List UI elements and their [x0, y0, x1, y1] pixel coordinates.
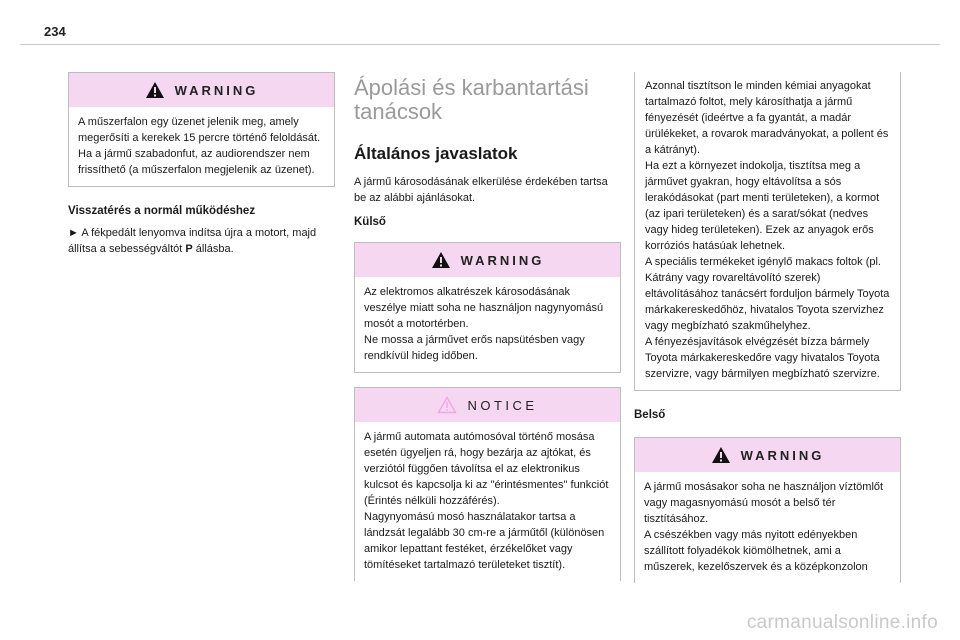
page-title: Ápolási és karbantartási tanácsok: [354, 75, 589, 124]
warning-text: A jármű mosásakor soha ne használjon víztömlőt vagy magasnyomású mosót a belső tér tisztításához. A csészékben vagy más nyitott edényekben szállított folyadékok kiömölhetnek, ami a műszerek, kezelőszervek és a középkonzolon: [644, 481, 884, 573]
notice-triangle-icon: [437, 396, 457, 414]
warning-triangle-icon: [431, 251, 451, 269]
notice-header: [355, 388, 620, 422]
warning-triangle-icon: [145, 81, 165, 99]
warning-header: [355, 243, 620, 277]
column-2: [354, 72, 621, 595]
continued-box: [634, 72, 901, 391]
warning-box: [354, 242, 621, 373]
continued-text: Azonnal tisztítson le minden kémiai anyagokat tartalmazó foltot, mely károsíthatja a jármű fényezését (ideértve a fa gyantát, a madár ürülékeket, a rovarok maradványokat, a pollent és a kátrányt). Ha ezt a környezet indokolja, tisztítsa meg a járművet gyakran, hogy eltávolítsa a sós lerakódásokat (part menti területeken), a kormot (az ipari területeken) és a sarat/sókat (nedves vagy hideg területeken). Ezek az anyagok erős korróziós hatásúak lehetnek. A speciális termékeket igénylő makacs foltok (pl. Kátrány vagy rovareltávolító szerek) eltávolításához tanácsért forduljon bármely Toyota márkakereskedőhöz, hivatalos Toyota szervizhez vagy megbízható szakműhelyhez. A fényezésjavítások elvégzését bízza bármely Toyota márkakereskedőre vagy hivatalos Toyota szervizre, vagy bármilyen megbízható szervizre.: [645, 80, 890, 380]
section-title: Általános javaslatok: [354, 144, 518, 163]
top-divider: [20, 44, 940, 45]
notice-box: [354, 387, 621, 581]
notice-text: A jármű automata autómosóval történő mosása esetén ügyeljen rá, hogy bezárja az ajtókat, és verziótól függően távolítsa el az elektronikus kulcsot és kapcsolja ki az "érintésmentes" funkciót (Érintés nélküli hozzáférés). Nagynyomású mosó használatakor tartsa a lándzsát legalább 30 cm-re a járműtől (különösen amikor lepattant festéket, érzékelőket vagy tömítéseket tartalmazó területeket tisztít).: [364, 431, 609, 571]
gear-p-label: P: [185, 243, 193, 255]
restore-step: [68, 225, 335, 257]
warning-triangle-icon: [711, 446, 731, 464]
restore-step-text: ► A fékpedált lenyomva indítsa újra a motort, majd állítsa a sebességváltót: [68, 227, 317, 255]
warning-header: [69, 73, 334, 107]
warning-text: A műszerfalon egy üzenet jelenik meg, amely megerősíti a kerekek 15 percre történő feloldását. Ha a jármű szabadonfut, az audiorendszer nem frissíthető (a műszerfalon megjelenik az üzenet).: [78, 116, 321, 176]
warning-text: Az elektromos alkatrészek károsodásának veszélye miatt soha ne használjon nagynyomású mosót a motortérben. Ne mossa a járművet erős napsütésben vagy rendkívül hideg időben.: [364, 286, 604, 362]
warning-title: WARNING: [174, 82, 259, 98]
page-number: 234: [44, 24, 66, 39]
interior-label: Belső: [634, 409, 666, 421]
warning-box: [634, 437, 901, 583]
warning-title: WARNING: [740, 447, 825, 463]
watermark: carmanualsonline.info: [746, 612, 938, 633]
notice-title: NOTICE: [467, 397, 538, 413]
exterior-label: Külső: [354, 216, 386, 228]
warning-title: WARNING: [460, 252, 545, 268]
restore-step-suffix: állásba.: [192, 243, 234, 255]
restore-heading: Visszatérés a normál működéshez: [68, 205, 256, 217]
warning-box: [68, 72, 335, 187]
warning-header: [635, 438, 900, 472]
column-1: [68, 72, 335, 257]
intro-text: A jármű károsodásának elkerülése érdekében tartsa be az alábbi ajánlásokat.: [354, 176, 608, 204]
column-3: [634, 72, 901, 597]
